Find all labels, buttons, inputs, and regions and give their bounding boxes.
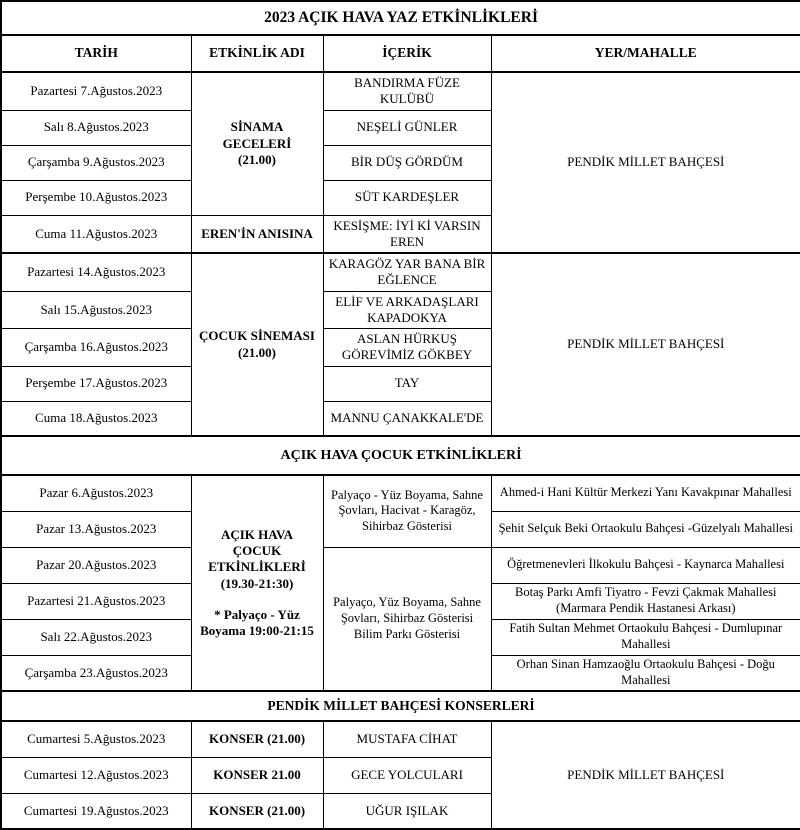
date-cell: Pazar 6.Ağustos.2023	[1, 475, 191, 511]
film-cell: KARAGÖZ YAR BANA BİR EĞLENCE	[323, 253, 491, 291]
date-cell: Pazartesi 14.Ağustos.2023	[1, 253, 191, 291]
table-row	[1, 253, 800, 291]
event-name-cell: KONSER (21.00)	[191, 721, 323, 757]
date-cell: Perşembe 17.Ağustos.2023	[1, 366, 191, 401]
table-title-row	[1, 1, 800, 35]
content-cell	[323, 547, 491, 691]
date-cell: Çarşamba 16.Ağustos.2023	[1, 329, 191, 367]
artist-cell: GECE YOLCULARI	[323, 757, 491, 793]
date-cell: Perşembe 10.Ağustos.2023	[1, 180, 191, 215]
event-name-cell: KONSER (21.00)	[191, 793, 323, 829]
date-cell: Çarşamba 9.Ağustos.2023	[1, 145, 191, 180]
content-line: Bilim Parkı Gösterisi	[353, 626, 461, 641]
event-note: * Palyaço - Yüz Boyama 19:00-21:15	[200, 606, 314, 638]
content-cell: Palyaço - Yüz Boyama, Sahne Şovları, Hacivat - Karagöz, Sihirbaz Gösterisi	[323, 475, 491, 547]
film-cell: MANNU ÇANAKKALE'DE	[323, 401, 491, 436]
venue-cell: PENDİK MİLLET BAHÇESİ	[491, 721, 800, 829]
date-cell: Pazartesi 21.Ağustos.2023	[1, 583, 191, 619]
table-row	[1, 72, 800, 110]
film-cell: BANDIRMA FÜZE KULÜBÜ	[323, 72, 491, 110]
film-cell: NEŞELİ GÜNLER	[323, 110, 491, 145]
venue-cell: Fatih Sultan Mehmet Ortaokulu Bahçesi - Dumlupınar Mahallesi	[491, 619, 800, 655]
film-cell: KESİŞME: İYİ Kİ VARSIN EREN	[323, 215, 491, 253]
column-header-venue: YER/MAHALLE	[491, 35, 800, 72]
table-row	[1, 547, 800, 583]
venue-cell: Orhan Sinan Hamzaoğlu Ortaokulu Bahçesi - Doğu Mahallesi	[491, 655, 800, 691]
table-row	[1, 475, 800, 511]
venue-cell: Şehit Selçuk Beki Ortaokulu Bahçesi -Güzelyalı Mahallesi	[491, 511, 800, 547]
column-header-date: TARİH	[1, 35, 191, 72]
event-name-cell	[191, 253, 323, 436]
event-time: (21.00)	[238, 344, 276, 360]
event-name: ÇOCUK SİNEMASI	[199, 328, 315, 344]
section-title: AÇIK HAVA ÇOCUK ETKİNLİKLERİ	[1, 436, 800, 475]
venue-cell: Öğretmenevleri İlkokulu Bahçesi - Kaynarca Mahallesi	[491, 547, 800, 583]
event-time: (19.30-21:30)	[220, 575, 294, 591]
film-cell: TAY	[323, 366, 491, 401]
date-cell: Pazar 13.Ağustos.2023	[1, 511, 191, 547]
date-cell: Cumartesi 19.Ağustos.2023	[1, 793, 191, 829]
artist-cell: MUSTAFA CİHAT	[323, 721, 491, 757]
film-cell: ELİF VE ARKADAŞLARI KAPADOKYA	[323, 291, 491, 329]
date-cell: Salı 8.Ağustos.2023	[1, 110, 191, 145]
artist-cell: UĞUR IŞILAK	[323, 793, 491, 829]
section-title: PENDİK MİLLET BAHÇESİ KONSERLERİ	[1, 691, 800, 721]
page-title: 2023 AÇIK HAVA YAZ ETKİNLİKLERİ	[1, 1, 800, 35]
section-header-row	[1, 436, 800, 475]
film-cell: BİR DÜŞ GÖRDÜM	[323, 145, 491, 180]
content-line: Palyaço, Yüz Boyama, Sahne Şovları, Sihirbaz Gösterisi	[333, 595, 481, 625]
event-name-cell	[191, 475, 323, 691]
film-cell: ASLAN HÜRKUŞ GÖREVİMİZ GÖKBEY	[323, 329, 491, 367]
venue-cell: Ahmed-i Hani Kültür Merkezi Yanı Kavakpınar Mahallesi	[491, 475, 800, 511]
film-cell: SÜT KARDEŞLER	[323, 180, 491, 215]
date-cell: Cumartesi 5.Ağustos.2023	[1, 721, 191, 757]
date-cell: Cumartesi 12.Ağustos.2023	[1, 757, 191, 793]
venue-cell: PENDİK MİLLET BAHÇESİ	[491, 72, 800, 253]
table-row	[1, 721, 800, 757]
date-cell: Salı 15.Ağustos.2023	[1, 291, 191, 329]
spacer	[196, 592, 319, 607]
date-cell: Pazar 20.Ağustos.2023	[1, 547, 191, 583]
event-name: AÇIK HAVA ÇOCUK ETKİNLİKLERİ	[208, 526, 306, 575]
venue-cell: Botaş Parkı Amfi Tiyatro - Fevzi Çakmak Mahallesi (Marmara Pendik Hastanesi Arkası)	[491, 583, 800, 619]
column-header-content: İÇERİK	[323, 35, 491, 72]
date-cell: Pazartesi 7.Ağustos.2023	[1, 72, 191, 110]
event-name-cell: KONSER 21.00	[191, 757, 323, 793]
column-header-event: ETKİNLİK ADI	[191, 35, 323, 72]
event-time: (21.00)	[238, 151, 276, 167]
event-name-cell	[191, 72, 323, 215]
date-cell: Salı 22.Ağustos.2023	[1, 619, 191, 655]
column-header-row	[1, 35, 800, 72]
event-name: SİNAMA GECELERİ	[222, 119, 292, 151]
section-header-row	[1, 691, 800, 721]
event-name-cell: EREN'İN ANISINA	[191, 215, 323, 253]
date-cell: Cuma 18.Ağustos.2023	[1, 401, 191, 436]
venue-cell: PENDİK MİLLET BAHÇESİ	[491, 253, 800, 436]
date-cell: Cuma 11.Ağustos.2023	[1, 215, 191, 253]
date-cell: Çarşamba 23.Ağustos.2023	[1, 655, 191, 691]
